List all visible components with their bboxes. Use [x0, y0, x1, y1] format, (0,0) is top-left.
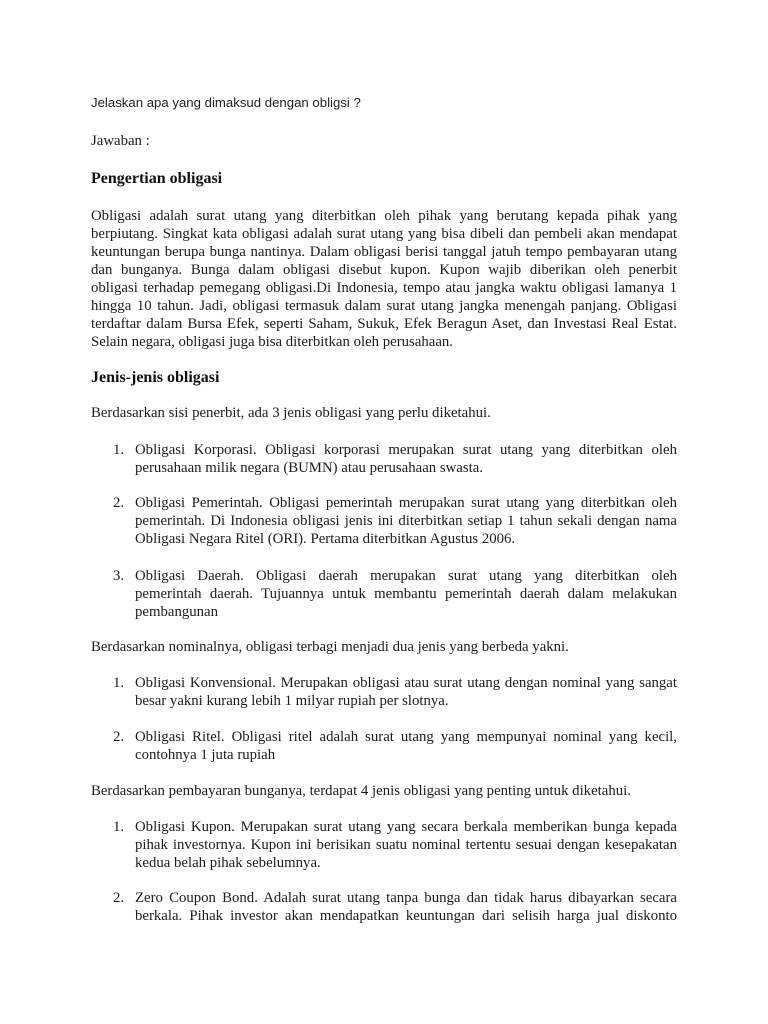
- question-text: Jelaskan apa yang dimaksud dengan obligsi ?: [91, 95, 361, 110]
- list-item-text: [135, 818, 677, 872]
- list-number: 2.: [113, 890, 125, 906]
- list-item-line: Obligasi Negara Ritel (ORI). Pertama diterbitkan Agustus 2006.: [135, 531, 516, 547]
- list-number: 3.: [113, 568, 125, 584]
- list-item-text: [135, 494, 677, 548]
- list-item-text: [135, 889, 677, 925]
- list-item-line: Obligasi Konvensional. Merupakan obligasi atau surat utang dengan nominal yang sangat: [135, 675, 677, 691]
- list-item: [91, 818, 677, 872]
- list-item-line: perusahaan milik negara (BUMN) atau perusahaan swasta.: [135, 460, 484, 476]
- heading-jenis-obligasi: Jenis-jenis obligasi: [91, 369, 220, 386]
- list-item: [91, 441, 677, 477]
- list-item-line: pembangunan: [135, 604, 219, 620]
- paragraph-line: obligasi terhadap pemegang obligasi.Di Indonesia, tempo atau jangka waktu obligasi lamanya 1: [91, 280, 677, 296]
- list-item-line: Obligasi Pemerintah. Obligasi pemerintah merupakan surat utang yang diterbitkan oleh: [135, 495, 677, 511]
- list-item-text: [135, 674, 677, 710]
- paragraph-line: keuntungan berupa bunga nantinya. Dalam obligasi berisi tanggal jatuh tempo pembayaran utang: [91, 244, 677, 260]
- list-item-line: contohnya 1 juta rupiah: [135, 747, 276, 763]
- list-item-text: [135, 728, 677, 764]
- list-item-line: Obligasi Daerah. Obligasi daerah merupakan surat utang yang diterbitkan oleh: [135, 568, 677, 584]
- list-item-line: besar yakni kurang lebih 1 milyar rupiah per slotnya.: [135, 693, 449, 709]
- paragraph-line: berpiutang. Singkat kata obligasi adalah surat utang yang bisa dibeli dan pembeli akan mendapat: [91, 226, 677, 242]
- list-item-line: pemerintah daerah. Tujuannya untuk membantu pemerintah daerah dalam melakukan: [135, 586, 677, 602]
- paragraph-line: hingga 10 tahun. Jadi, obligasi termasuk dalam surat utang jangka menengah panjang. Obligasi: [91, 298, 677, 314]
- group-intro-issuer: Berdasarkan sisi penerbit, ada 3 jenis obligasi yang perlu diketahui.: [91, 405, 491, 421]
- list-number: 2.: [113, 495, 125, 511]
- definition-paragraph: [91, 207, 677, 351]
- list-item: [91, 567, 677, 621]
- group-intro-interest: Berdasarkan pembayaran bunganya, terdapat 4 jenis obligasi yang penting untuk diketahui.: [91, 783, 631, 799]
- group-intro-nominal: Berdasarkan nominalnya, obligasi terbagi menjadi dua jenis yang berbeda yakni.: [91, 639, 569, 655]
- list-item: [91, 494, 677, 548]
- list-item-line: Obligasi Ritel. Obligasi ritel adalah surat utang yang mempunyai nominal yang kecil,: [135, 729, 677, 745]
- list-item-line: Obligasi Kupon. Merupakan surat utang yang secara berkala memberikan bunga kepada: [135, 819, 677, 835]
- list-number: 1.: [113, 442, 125, 458]
- list-item-line: Zero Coupon Bond. Adalah surat utang tanpa bunga dan tidak harus dibayarkan secara: [135, 890, 677, 906]
- paragraph-line: dan bunganya. Bunga dalam obligasi disebut kupon. Kupon wajib diberikan oleh penerbit: [91, 262, 677, 278]
- list-item: [91, 889, 677, 925]
- list-number: 2.: [113, 729, 125, 745]
- list-item-line: kedua belah pihak sebelumnya.: [135, 855, 321, 871]
- list-item-text: [135, 567, 677, 621]
- answer-label: Jawaban :: [91, 133, 150, 149]
- heading-pengertian-obligasi: Pengertian obligasi: [91, 170, 223, 187]
- list-item-line: berkala. Pihak investor akan mendapatkan keuntungan dari selisih harga jual diskonto: [135, 908, 677, 924]
- list-number: 1.: [113, 675, 125, 691]
- list-item: [91, 674, 677, 710]
- list-number: 1.: [113, 819, 125, 835]
- paragraph-line: terdaftar dalam Bursa Efek, seperti Saham, Sukuk, Efek Beragun Aset, dan Investasi Real Estat.: [91, 316, 677, 332]
- paragraph-line: Selain negara, obligasi juga bisa diterbitkan oleh perusahaan.: [91, 334, 453, 350]
- list-item-line: pihak investornya. Kupon ini berisikan suatu nominal tertentu sesuai dengan kesepakatan: [135, 837, 677, 853]
- list-item: [91, 728, 677, 764]
- paragraph-line: Obligasi adalah surat utang yang diterbitkan oleh pihak yang berutang kepada pihak yang: [91, 208, 677, 224]
- list-item-line: pemerintah. Di Indonesia obligasi jenis ini diterbitkan setiap 1 tahun sekali dengan nama: [135, 513, 677, 529]
- list-item-text: [135, 441, 677, 477]
- list-item-line: Obligasi Korporasi. Obligasi korporasi merupakan surat utang yang diterbitkan oleh: [135, 442, 677, 458]
